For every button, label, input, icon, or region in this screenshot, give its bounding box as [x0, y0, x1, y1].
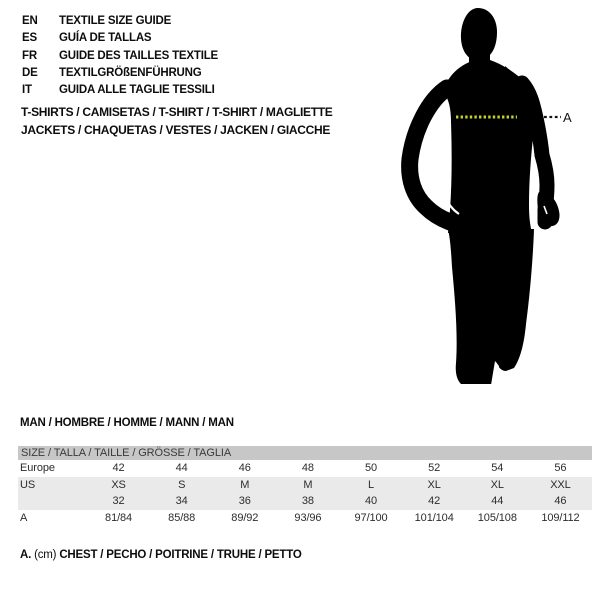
silhouette-left-arm — [410, 88, 450, 222]
size-cell: 56 — [554, 462, 567, 474]
table-row-us-letters — [18, 477, 592, 494]
language-code: EN — [22, 15, 38, 27]
man-silhouette — [443, 8, 537, 384]
size-cell: 32 — [112, 495, 125, 507]
size-cell: XL — [427, 478, 441, 491]
gender-heading: MAN / HOMBRE / HOMME / MANN / MAN — [20, 417, 234, 429]
size-cell: 109/112 — [541, 511, 580, 524]
table-row-us-numbers — [18, 493, 592, 510]
footnote-text: CHEST / PECHO / POITRINE / TRUHE / PETTO — [59, 549, 302, 561]
size-table-header: SIZE / TALLA / TAILLE / GRÖSSE / TAGLIA — [18, 446, 592, 460]
size-cell: L — [368, 478, 375, 491]
language-code: IT — [22, 84, 32, 97]
size-cell: 34 — [175, 495, 188, 507]
size-cell: 93/96 — [294, 511, 322, 524]
language-code: DE — [22, 66, 38, 79]
measure-label-a: A — [563, 110, 572, 125]
table-row-europe — [18, 460, 592, 477]
category-line-tshirts: T-SHIRTS / CAMISETAS / T-SHIRT / T-SHIRT / MAGLIETTE — [21, 105, 333, 119]
row-label: A — [20, 511, 28, 524]
size-cell: 38 — [301, 495, 314, 507]
measurement-footnote — [20, 549, 302, 561]
size-cell: 97/100 — [354, 511, 388, 524]
size-cell: 36 — [238, 495, 251, 507]
size-cell: S — [178, 478, 186, 491]
size-table — [18, 446, 592, 526]
language-label: GUIDA ALLE TAGLIE TESSILI — [59, 84, 215, 97]
size-cell: 46 — [554, 495, 567, 507]
size-cell: 44 — [491, 495, 504, 507]
size-cell: XXL — [550, 478, 571, 491]
size-cell: XS — [111, 478, 126, 491]
language-label: GUÍA DE TALLAS — [59, 32, 152, 45]
size-cell: 89/92 — [231, 511, 259, 524]
size-cell: 52 — [428, 462, 441, 474]
language-label: TEXTILGRÖßENFÜHRUNG — [59, 66, 202, 79]
size-cell: 81/84 — [105, 511, 133, 524]
size-cell: M — [240, 478, 250, 491]
size-cell: M — [303, 478, 313, 491]
row-label: Europe — [20, 462, 55, 474]
size-cell: 42 — [112, 462, 125, 474]
table-row-chest-cm — [18, 510, 592, 527]
row-label: US — [20, 478, 36, 491]
language-code: FR — [22, 49, 37, 62]
language-code: ES — [22, 32, 37, 45]
size-cell: 101/104 — [414, 511, 454, 524]
size-cell: 44 — [175, 462, 188, 474]
category-line-jackets: JACKETS / CHAQUETAS / VESTES / JACKEN / GIACCHE — [21, 123, 331, 137]
size-cell: 48 — [301, 462, 314, 474]
size-cell: 42 — [428, 495, 441, 507]
language-label: GUIDE DES TAILLES TEXTILE — [59, 49, 218, 62]
size-cell: XL — [490, 478, 504, 491]
footnote-label: A. — [20, 549, 32, 561]
silhouette-legs — [448, 229, 534, 384]
size-cell: 50 — [365, 462, 378, 474]
footnote-unit: (cm) — [34, 549, 57, 561]
row-label — [18, 493, 87, 510]
size-cell: 105/108 — [477, 511, 517, 524]
size-cell: 40 — [365, 495, 378, 507]
size-cell: 85/88 — [168, 511, 196, 524]
language-label: TEXTILE SIZE GUIDE — [59, 15, 172, 27]
size-cell: 46 — [238, 462, 251, 474]
size-cell: 54 — [491, 462, 504, 474]
